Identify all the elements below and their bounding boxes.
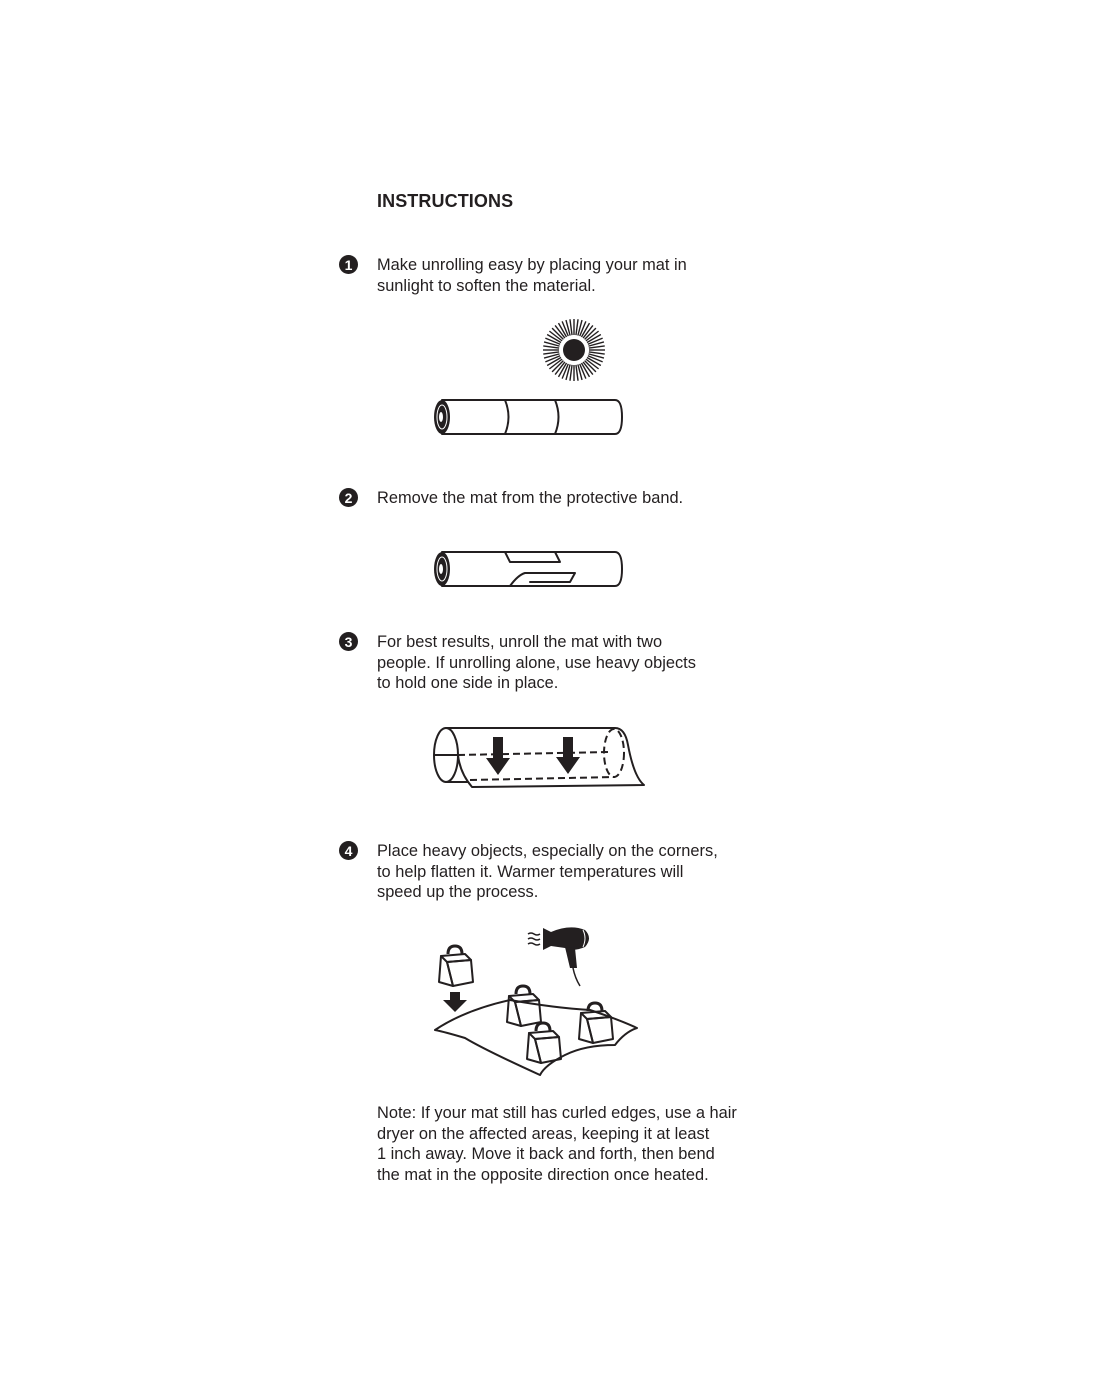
note-line-2: dryer on the affected areas, keeping it at least bbox=[377, 1124, 710, 1143]
fold-line-bottom bbox=[470, 777, 615, 780]
weight-icon bbox=[439, 946, 473, 986]
step-1-text bbox=[377, 255, 757, 296]
flattening-illustration bbox=[425, 920, 650, 1080]
weight-icon bbox=[527, 1023, 561, 1063]
step-1-line-1: Make unrolling easy by placing your mat in bbox=[377, 256, 687, 274]
flat-mat bbox=[435, 1000, 637, 1075]
note-line-3: 1 inch away. Move it back and forth, then bend bbox=[377, 1145, 715, 1163]
step-4-line-3: speed up the process. bbox=[377, 883, 539, 901]
step-4-line-1: Place heavy objects, especially on the corners, bbox=[377, 842, 718, 860]
band-edge-left bbox=[505, 400, 509, 434]
weight-icon bbox=[507, 986, 541, 1026]
band-bottom-flap bbox=[510, 573, 575, 586]
step-2-line-1: Remove the mat from the protective band. bbox=[377, 489, 684, 507]
sun-ray bbox=[543, 346, 559, 348]
sun-core bbox=[563, 339, 585, 361]
step-1-number-badge: 1 bbox=[339, 255, 358, 274]
fold-line-top bbox=[458, 752, 610, 755]
mat-outline bbox=[446, 728, 644, 787]
mat-roll-body bbox=[442, 400, 622, 434]
step-4-line-2: to help flatten it. Warmer temperatures will bbox=[377, 862, 684, 881]
step-1-line-2: sunlight to soften the material. bbox=[377, 276, 596, 295]
step-3-line-2: people. If unrolling alone, use heavy objects bbox=[377, 653, 696, 672]
step-2-number-badge: 2 bbox=[339, 488, 358, 507]
step-4-text bbox=[377, 841, 757, 903]
sun-ray bbox=[570, 365, 572, 381]
step-4-number-badge: 4 bbox=[339, 841, 358, 860]
sun-ray bbox=[543, 352, 559, 354]
roll-core bbox=[439, 412, 443, 422]
unrolling-mat-illustration bbox=[430, 725, 650, 795]
band-top-flap bbox=[505, 552, 560, 562]
sun-icon bbox=[540, 316, 608, 384]
note-line-1: Note: If your mat still has curled edges, use a hair bbox=[377, 1104, 737, 1122]
down-arrow-icon bbox=[443, 992, 467, 1012]
sun-ray bbox=[589, 346, 605, 348]
step-3-number-badge: 3 bbox=[339, 632, 358, 651]
sun-ray bbox=[576, 319, 578, 335]
mat-roll-body bbox=[442, 552, 622, 586]
sun-ray bbox=[589, 352, 605, 354]
rolled-mat-illustration-2 bbox=[430, 549, 625, 591]
step-3-text bbox=[377, 632, 757, 694]
rolled-mat-illustration-1 bbox=[430, 397, 625, 439]
hair-dryer-icon bbox=[528, 927, 589, 986]
page-title: INSTRUCTIONS bbox=[377, 191, 514, 211]
note-line-4: the mat in the opposite direction once heated. bbox=[377, 1165, 709, 1184]
step-3-line-1: For best results, unroll the mat with two bbox=[377, 633, 663, 651]
roll-core bbox=[439, 564, 443, 574]
band-edge-right bbox=[555, 400, 559, 434]
down-arrow-icon bbox=[486, 737, 510, 775]
sun-ray bbox=[576, 365, 578, 381]
step-2-text bbox=[377, 488, 757, 509]
down-arrow-icon bbox=[556, 737, 580, 774]
sun-ray bbox=[570, 319, 572, 335]
note-text bbox=[377, 1103, 757, 1185]
step-3-line-3: to hold one side in place. bbox=[377, 674, 559, 692]
